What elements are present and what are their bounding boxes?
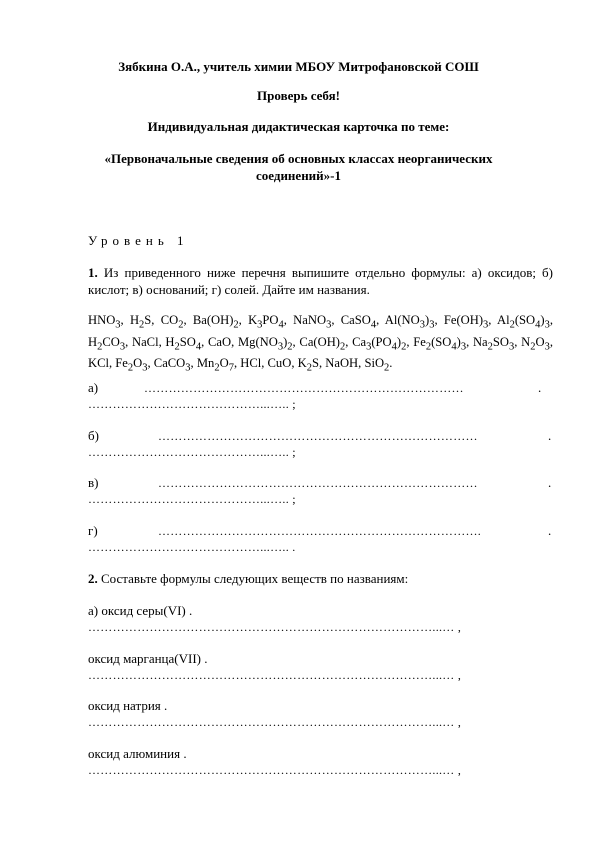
answer-line: …………………………………………………………………………...… , <box>88 620 462 634</box>
answer-line-end: . <box>538 380 542 395</box>
answer-line: ……………………………………...….. ; <box>88 445 296 459</box>
task2-number: 2. <box>88 571 98 586</box>
answer-label: в) <box>88 475 99 490</box>
task2-text <box>88 571 408 587</box>
answer-line: …………………………………………………………………… <box>158 429 478 443</box>
item-label: оксид натрия . <box>88 698 168 713</box>
answer-label: б) <box>88 428 99 443</box>
topic-title-line2: соединений»-1 <box>256 168 341 183</box>
answer-line: …………………………………………………………………… <box>158 476 478 490</box>
answer-line: ……………………………………...….. . <box>88 540 296 554</box>
answer-label: г) <box>88 523 98 538</box>
answer-line-end: . <box>548 475 552 490</box>
author-line: Зябкина О.А., учитель химии МБОУ Митрофановской СОШ <box>118 59 479 74</box>
item-label: оксид марганца(VII) . <box>88 651 208 666</box>
answer-line: ……………………………………...….. ; <box>88 397 296 411</box>
answer-line: ……………………………………...….. ; <box>88 492 296 506</box>
task2-instruction: Составьте формулы следующих веществ по названиям: <box>101 571 409 586</box>
task1-text <box>88 264 553 298</box>
formula-list: $HNO_3$, $H_2S$, $CO_2$, $Ba(OH)_2$, $K_3PO_4$, NaNO$_3$, CaSO$_4$, $Al(NO_3)_3$, $Fe(OH)_3$, $Al_2(SO_4)_3$, $H_2CO_3$, NaCl, $H_2SO_4$, CaO, $Mg(NO_3)_2$, $Ca(OH)_2$, $Ca_3(PO_4)_2$, $Fe_2(SO_4)_3$, $Na_2SO_3$, $N_2O_3$, KCl, $Fe_2O_3$, CaCO$_3$, $Mn_2O_7$, HCl, CuO, $K_2S$, NaOH, SiO$_2$. <box>88 313 553 374</box>
answer-line: ……………………………………………………………………. <box>158 524 482 538</box>
answer-line: …………………………………………………………………………...… , <box>88 668 462 682</box>
card-title: Индивидуальная дидактическая карточка по теме: <box>147 119 450 134</box>
check-yourself-title: Проверь себя! <box>257 88 340 103</box>
answer-line: …………………………………………………………………… <box>144 381 464 395</box>
topic-title-line1: «Первоначальные сведения об основных классах неорганических <box>104 151 493 166</box>
answer-line-end: . <box>548 428 552 443</box>
answer-line-end: . <box>548 523 552 538</box>
task1-number: 1. <box>88 265 98 280</box>
item-label: а) оксид серы(VI) . <box>88 603 193 618</box>
item-label: оксид алюминия . <box>88 746 187 761</box>
level-heading: Уровень 1 <box>88 233 189 248</box>
answer-line: …………………………………………………………………………...… , <box>88 715 462 729</box>
task1-instruction: Из приведенного ниже перечня выпишите отдельно формулы: а) оксидов; б) кислот; в) оснований; г) солей. Дайте им названия. <box>88 265 553 297</box>
answer-label: а) <box>88 380 99 395</box>
answer-line: …………………………………………………………………………...… , <box>88 763 462 777</box>
